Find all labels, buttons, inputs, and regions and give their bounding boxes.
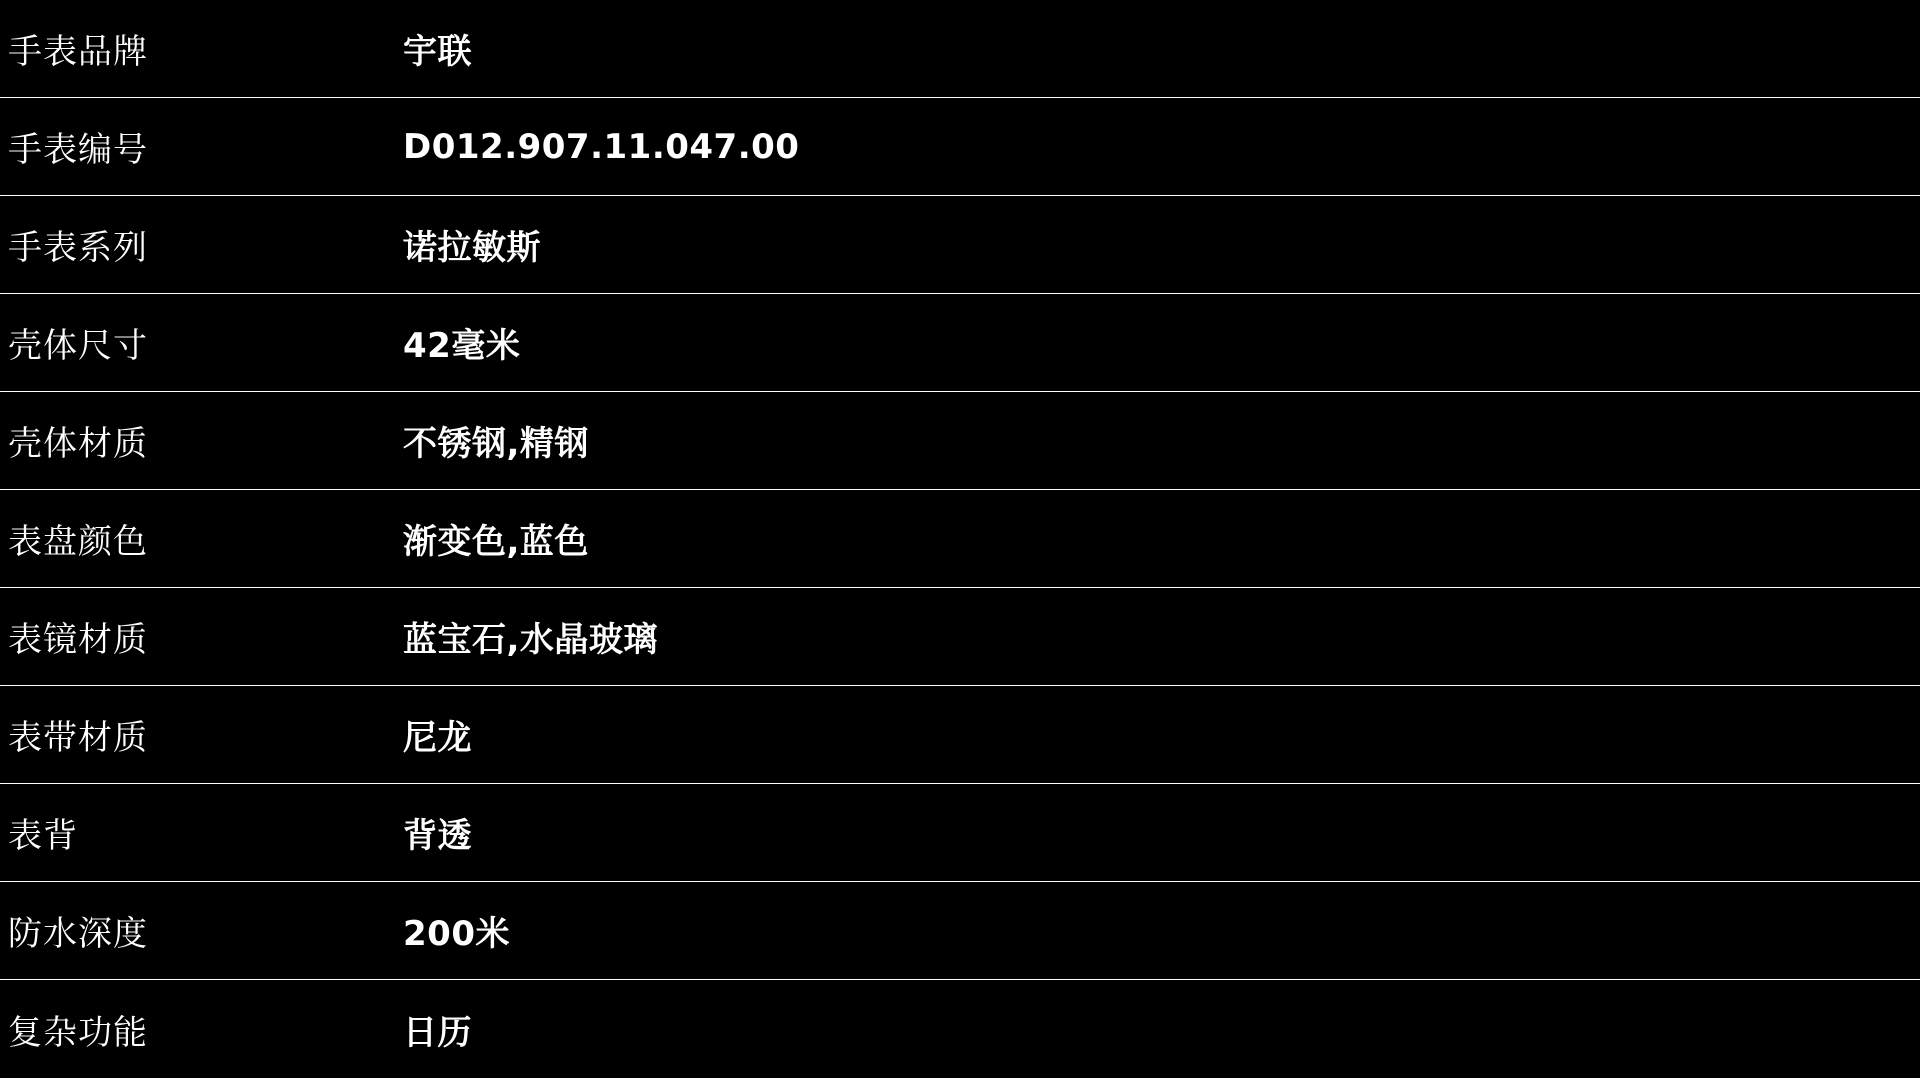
spec-value: 背透: [403, 816, 472, 856]
spec-label: 表镜材质: [8, 620, 148, 660]
spec-label: 表盘颜色: [8, 522, 148, 562]
spec-value: D012.907.11.047.00: [403, 126, 800, 167]
table-row: [0, 98, 1920, 196]
spec-label: 防水深度: [8, 914, 148, 954]
spec-value: 诺拉敏斯: [403, 228, 541, 268]
spec-label: 壳体尺寸: [8, 326, 148, 366]
spec-label: 复杂功能: [8, 1012, 148, 1053]
spec-value: 不锈钢,精钢: [403, 424, 589, 464]
table-row: [0, 588, 1920, 686]
table-row: [0, 882, 1920, 980]
table-row: [0, 784, 1920, 882]
spec-value: 蓝宝石,水晶玻璃: [403, 620, 658, 660]
table-row: [0, 0, 1920, 98]
table-row: [0, 196, 1920, 294]
spec-value: 200米: [403, 914, 510, 954]
spec-value: 渐变色,蓝色: [403, 522, 589, 562]
spec-value: 日历: [403, 1012, 472, 1053]
table-row: [0, 392, 1920, 490]
spec-label: 表带材质: [8, 718, 148, 758]
spec-value: 42毫米: [403, 326, 521, 366]
spec-label: 手表系列: [8, 228, 148, 268]
spec-value: 尼龙: [403, 718, 472, 758]
spec-label: 手表编号: [8, 130, 148, 170]
spec-label: 表背: [8, 816, 78, 856]
spec-value: 宇联: [403, 32, 472, 72]
table-row: [0, 980, 1920, 1078]
table-row: [0, 686, 1920, 784]
table-row: [0, 490, 1920, 588]
table-row: [0, 294, 1920, 392]
spec-label: 手表品牌: [8, 32, 148, 72]
spec-label: 壳体材质: [8, 424, 148, 464]
